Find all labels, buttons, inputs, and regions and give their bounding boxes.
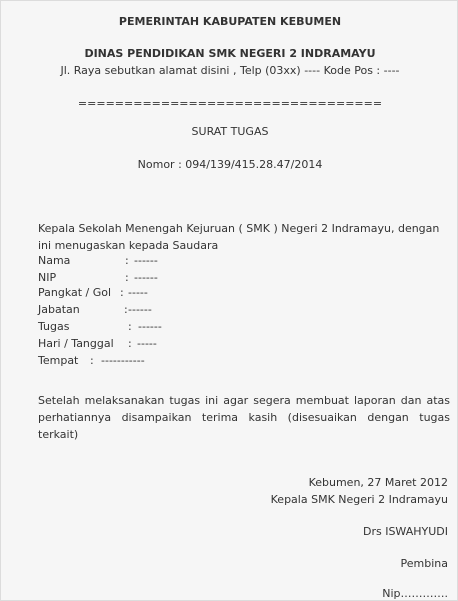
signature-name: Drs ISWAHYUDI	[362, 525, 448, 538]
field-nip	[38, 271, 158, 284]
field-value: -----	[137, 337, 157, 350]
address-line: Jl. Raya sebutkan alamat disini , Telp (03xx) ---- Kode Pos : ----	[60, 64, 400, 77]
field-tugas	[38, 320, 162, 333]
field-label: Tugas	[38, 320, 70, 333]
field-nama	[38, 254, 158, 267]
field-label: NIP	[38, 271, 57, 284]
field-separator: :	[120, 286, 124, 299]
letter-title: SURAT TUGAS	[191, 125, 269, 138]
field-separator: :	[90, 354, 94, 367]
field-separator: :	[125, 254, 129, 267]
field-hari-tanggal	[38, 337, 157, 350]
field-label: Nama	[38, 254, 71, 267]
field-value: ------	[134, 254, 158, 267]
signature-nip: Nip………….	[382, 587, 448, 600]
field-jabatan	[38, 303, 152, 316]
signature-position: Kepala SMK Negeri 2 Indramayu	[270, 493, 448, 506]
separator-line: =================================	[77, 97, 383, 110]
field-value: ------	[134, 271, 158, 284]
field-label: Tempat	[38, 354, 79, 367]
field-separator: :	[124, 303, 128, 316]
field-label: Hari / Tanggal	[38, 337, 114, 350]
field-value: ------	[128, 303, 152, 316]
closing-paragraph: Setelah melaksanakan tugas ini agar segera membuat laporan dan atas perhatiannya disampaikan terima kasih (disesuaikan dengan tugas terkait)	[38, 394, 450, 441]
field-separator: :	[125, 271, 129, 284]
signature-place-date: Kebumen, 27 Maret 2012	[308, 476, 448, 489]
government-heading: PEMERINTAH KABUPATEN KEBUMEN	[118, 15, 342, 28]
field-value: ------	[138, 320, 162, 333]
agency-heading: DINAS PENDIDIKAN SMK NEGERI 2 INDRAMAYU	[84, 47, 376, 60]
field-label: Jabatan	[38, 303, 80, 316]
field-separator: :	[128, 320, 132, 333]
intro-paragraph: Kepala Sekolah Menengah Kejuruan ( SMK ) Negeri 2 Indramayu, dengan ini menugaskan kepada Saudara	[38, 222, 440, 252]
letter-number: Nomor : 094/139/415.28.47/2014	[137, 158, 323, 171]
field-separator: :	[128, 337, 132, 350]
field-label: Pangkat / Gol	[38, 286, 112, 299]
field-value: -----	[128, 286, 148, 299]
field-value: -----------	[101, 354, 145, 367]
signature-rank: Pembina	[400, 557, 448, 570]
field-tempat	[38, 354, 145, 367]
field-pangkat	[38, 286, 148, 299]
